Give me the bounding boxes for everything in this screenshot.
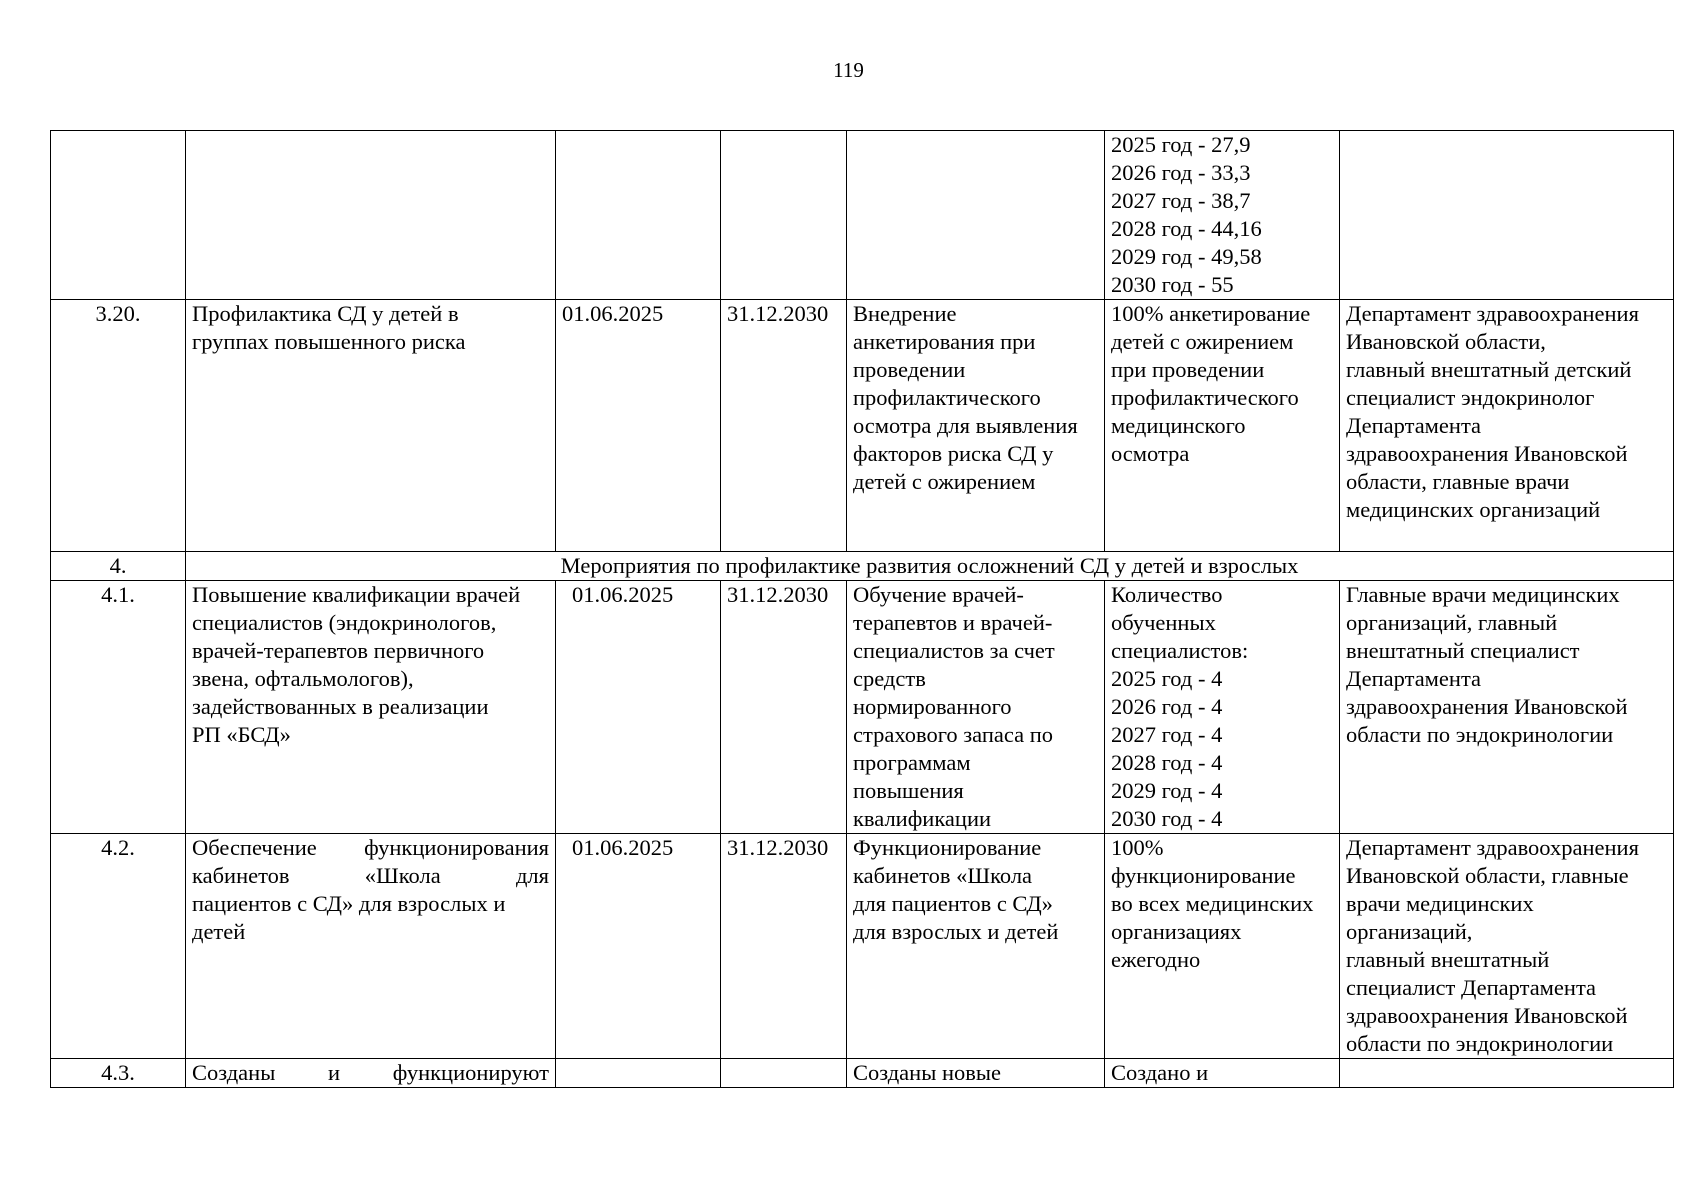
responsible-line: организаций, <box>1346 919 1473 944</box>
cell-end: 31.12.2030 <box>721 581 847 834</box>
cell-name <box>186 581 556 834</box>
cell-indicator <box>1105 581 1340 834</box>
cell-indicator <box>1105 1059 1340 1088</box>
cell-result <box>847 300 1105 552</box>
name-line: задействованных в реализации <box>192 694 489 719</box>
cell-name <box>186 1059 556 1088</box>
responsible-line: медицинских организаций <box>1346 497 1601 522</box>
cell-num: 3.20. <box>51 300 186 552</box>
responsible-line: Департамент здравоохранения <box>1346 835 1639 860</box>
cell-result <box>847 581 1105 834</box>
name-line: кабинетов «Школа для <box>192 863 549 888</box>
name-line: Созданы и функционируют <box>192 1060 549 1085</box>
indicator-line: 2025 год - 27,9 <box>1111 132 1251 157</box>
indicator-line: 2030 год - 55 <box>1111 272 1234 297</box>
table-row-4-3 <box>51 1059 1674 1088</box>
responsible-line: Департамента <box>1346 413 1482 438</box>
responsible-line: Ивановской области, <box>1346 329 1546 354</box>
responsible-line: специалист Департамента <box>1346 975 1597 1000</box>
table-row-3-20 <box>51 300 1674 552</box>
result-line: Созданы новые <box>853 1060 1001 1085</box>
cell-name <box>186 131 556 300</box>
cell-start: 01.06.2025 <box>556 834 721 1059</box>
indicator-line: 2028 год - 4 <box>1111 750 1223 775</box>
indicator-line: организациях <box>1111 919 1242 944</box>
indicator-line: медицинского <box>1111 413 1246 438</box>
result-line: Функционирование <box>853 835 1042 860</box>
responsible-line: главный внештатный <box>1346 947 1550 972</box>
indicator-line: 2027 год - 38,7 <box>1111 188 1251 213</box>
indicator-line: функционирование <box>1111 863 1296 888</box>
indicator-line: ежегодно <box>1111 947 1201 972</box>
responsible-line: здравоохранения Ивановской <box>1346 441 1628 466</box>
indicator-line: 2029 год - 4 <box>1111 778 1223 803</box>
cell-responsible <box>1340 581 1674 834</box>
result-line: страхового запаса по <box>853 722 1054 747</box>
indicator-line: 2026 год - 33,3 <box>1111 160 1251 185</box>
indicator-line: 100% <box>1111 835 1164 860</box>
responsible-line: области, главные врачи <box>1346 469 1570 494</box>
cell-start <box>556 131 721 300</box>
section-num: 4. <box>51 552 186 581</box>
name-line: пациентов с СД» для взрослых и <box>192 891 506 916</box>
indicator-line: Создано и <box>1111 1060 1209 1085</box>
indicator-line: при проведении <box>1111 357 1265 382</box>
result-line: квалификации <box>853 806 992 831</box>
section-row-4 <box>51 552 1674 581</box>
responsible-line: Департамента <box>1346 666 1482 691</box>
result-line: проведении <box>853 357 966 382</box>
indicator-line: во всех медицинских <box>1111 891 1314 916</box>
cell-responsible <box>1340 300 1674 552</box>
indicator-line: 2029 год - 49,58 <box>1111 244 1262 269</box>
responsible-line: главный внештатный детский <box>1346 357 1632 382</box>
indicator-line: 2028 год - 44,16 <box>1111 216 1262 241</box>
indicator-line: профилактического <box>1111 385 1299 410</box>
indicator-line: 2026 год - 4 <box>1111 694 1223 719</box>
cell-indicator <box>1105 300 1340 552</box>
responsible-line: врачи медицинских <box>1346 891 1534 916</box>
name-line: детей <box>192 919 246 944</box>
name-line: РП «БСД» <box>192 722 291 747</box>
responsible-line: Департамент здравоохранения <box>1346 301 1639 326</box>
result-line: кабинетов «Школа <box>853 863 1033 888</box>
cell-num: 4.3. <box>51 1059 186 1088</box>
cell-result <box>847 1059 1105 1088</box>
cell-name <box>186 300 556 552</box>
table-row-4-2 <box>51 834 1674 1059</box>
measures-table <box>50 130 1674 1088</box>
name-line: врачей-терапевтов первичного <box>192 638 485 663</box>
responsible-line: Ивановской области, главные <box>1346 863 1629 888</box>
indicator-line: детей с ожирением <box>1111 329 1294 354</box>
responsible-line: области по эндокринологии <box>1346 1031 1614 1056</box>
result-line: анкетирования при <box>853 329 1036 354</box>
cell-end <box>721 1059 847 1088</box>
responsible-line: специалист эндокринолог <box>1346 385 1595 410</box>
name-line: группах повышенного риска <box>192 329 466 354</box>
responsible-line: организаций, главный <box>1346 610 1558 635</box>
indicator-line: Количество <box>1111 582 1223 607</box>
indicator-line: 2025 год - 4 <box>1111 666 1223 691</box>
indicator-line: 2027 год - 4 <box>1111 722 1223 747</box>
cell-start: 01.06.2025 <box>556 300 721 552</box>
cell-end: 31.12.2030 <box>721 834 847 1059</box>
result-line: Внедрение <box>853 301 957 326</box>
indicator-line: обученных <box>1111 610 1216 635</box>
name-line: Повышение квалификации врачей <box>192 582 521 607</box>
result-line: осмотра для выявления <box>853 413 1078 438</box>
name-line: Профилактика СД у детей в <box>192 301 459 326</box>
responsible-line: здравоохранения Ивановской <box>1346 1003 1628 1028</box>
cell-name <box>186 834 556 1059</box>
indicator-line: специалистов: <box>1111 638 1249 663</box>
result-line: детей с ожирением <box>853 469 1036 494</box>
result-line: программам <box>853 750 971 775</box>
cell-result <box>847 834 1105 1059</box>
page-number: 119 <box>833 58 864 82</box>
cell-responsible <box>1340 1059 1674 1088</box>
table-row-4-1 <box>51 581 1674 834</box>
cell-num <box>51 131 186 300</box>
cell-num: 4.2. <box>51 834 186 1059</box>
result-line: специалистов за счет <box>853 638 1055 663</box>
indicator-line: 100% анкетирование <box>1111 301 1311 326</box>
cell-responsible <box>1340 131 1674 300</box>
cell-indicator <box>1105 131 1340 300</box>
responsible-line: внештатный специалист <box>1346 638 1580 663</box>
indicator-line: осмотра <box>1111 441 1190 466</box>
result-line: повышения <box>853 778 964 803</box>
cell-start: 01.06.2025 <box>556 581 721 834</box>
name-line: специалистов (эндокринологов, <box>192 610 497 635</box>
table-row-continued <box>51 131 1674 300</box>
result-line: для пациентов с СД» <box>853 891 1053 916</box>
result-line: факторов риска СД у <box>853 441 1054 466</box>
name-line: звена, офтальмологов), <box>192 666 414 691</box>
indicator-line: 2030 год - 4 <box>1111 806 1223 831</box>
responsible-line: Главные врачи медицинских <box>1346 582 1620 607</box>
cell-result <box>847 131 1105 300</box>
section-title: Мероприятия по профилактике развития осложнений СД у детей и взрослых <box>186 552 1674 581</box>
cell-end: 31.12.2030 <box>721 300 847 552</box>
cell-indicator <box>1105 834 1340 1059</box>
cell-responsible <box>1340 834 1674 1059</box>
cell-start <box>556 1059 721 1088</box>
name-line: Обеспечение функционирования <box>192 835 549 860</box>
result-line: Обучение врачей- <box>853 582 1024 607</box>
result-line: средств <box>853 666 926 691</box>
cell-num: 4.1. <box>51 581 186 834</box>
responsible-line: здравоохранения Ивановской <box>1346 694 1628 719</box>
result-line: терапевтов и врачей- <box>853 610 1053 635</box>
result-line: нормированного <box>853 694 1012 719</box>
cell-end <box>721 131 847 300</box>
result-line: для взрослых и детей <box>853 919 1059 944</box>
result-line: профилактического <box>853 385 1041 410</box>
responsible-line: области по эндокринологии <box>1346 722 1614 747</box>
